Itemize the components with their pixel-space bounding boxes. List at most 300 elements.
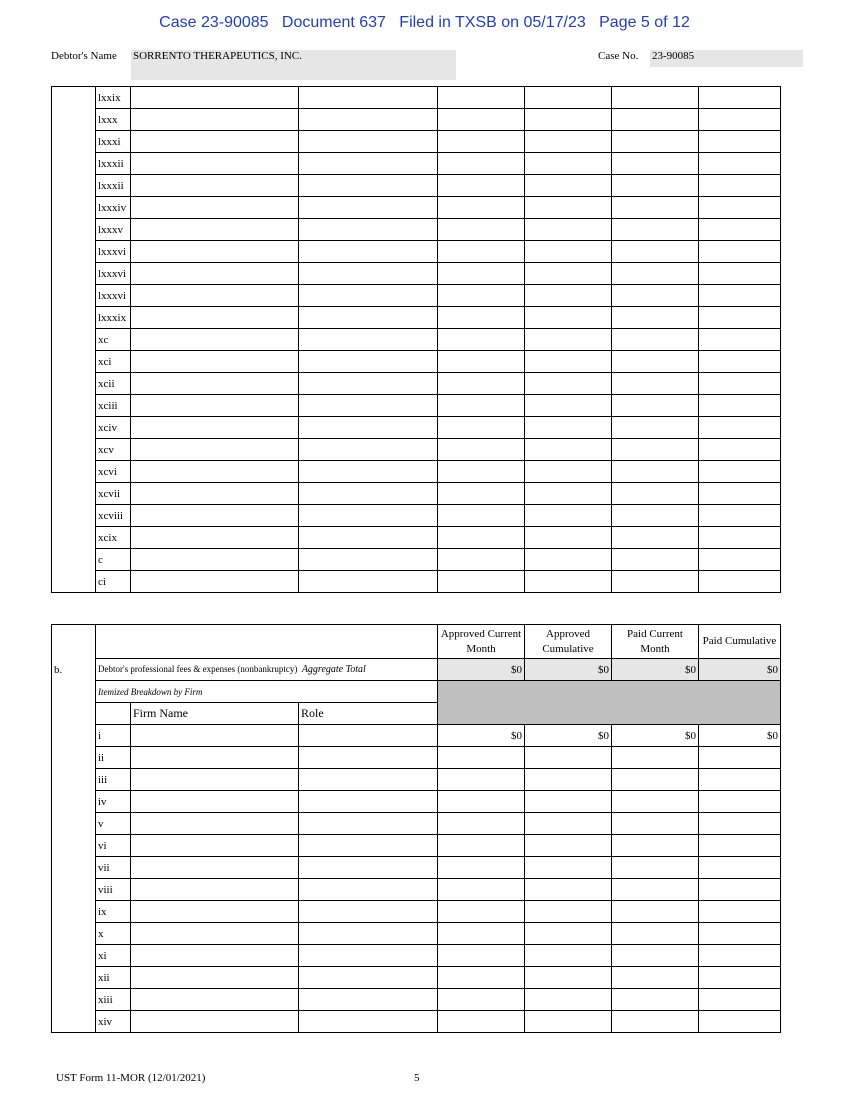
amount-cell — [438, 901, 525, 923]
amount-cell — [438, 945, 525, 967]
table-row — [52, 945, 781, 967]
edge-cell — [52, 307, 96, 329]
role-cell — [299, 329, 438, 351]
total-approved-cumulative: $0 — [525, 659, 612, 681]
amount-cell — [525, 769, 612, 791]
firm-name-cell — [131, 483, 299, 505]
shaded-block — [438, 681, 781, 725]
edge-cell — [52, 351, 96, 373]
amount-cell: $0 — [438, 725, 525, 747]
amount-cell — [612, 967, 699, 989]
table-row — [52, 153, 781, 175]
row-number: v — [96, 813, 131, 835]
table-row — [52, 197, 781, 219]
row-number: lxxxv — [96, 219, 131, 241]
amount-cell — [699, 901, 781, 923]
role-cell — [299, 901, 438, 923]
row-number: lxxx — [96, 109, 131, 131]
amount-cell — [612, 769, 699, 791]
amount-cell — [438, 153, 525, 175]
amount-cell — [525, 175, 612, 197]
role-cell — [299, 1011, 438, 1033]
amount-cell — [438, 923, 525, 945]
total-approved-current-month: $0 — [438, 659, 525, 681]
amount-cell — [438, 197, 525, 219]
edge-cell — [52, 373, 96, 395]
row-number: iv — [96, 791, 131, 813]
amount-cell — [612, 131, 699, 153]
table-row — [52, 857, 781, 879]
row-number: lxxix — [96, 87, 131, 109]
row-number: ii — [96, 747, 131, 769]
amount-cell — [438, 571, 525, 593]
amount-cell — [438, 769, 525, 791]
nonbankruptcy-fees-table — [51, 624, 781, 1033]
row-number: xcix — [96, 527, 131, 549]
amount-cell — [525, 395, 612, 417]
table-row — [52, 307, 781, 329]
aggregate-total-label: Debtor's professional fees & expenses (nonbankruptcy) Aggregate Total — [96, 659, 438, 681]
role-cell — [299, 263, 438, 285]
firm-name-cell — [131, 153, 299, 175]
edge-cell — [52, 1011, 96, 1033]
amount-cell: $0 — [525, 725, 612, 747]
col-header-paid-cumulative: Paid Cumulative — [699, 625, 781, 659]
edge-cell — [52, 923, 96, 945]
edge-cell — [52, 263, 96, 285]
firm-name-cell — [131, 945, 299, 967]
edge-cell — [52, 483, 96, 505]
edge-cell — [52, 329, 96, 351]
amount-cell — [525, 483, 612, 505]
amount-cell — [438, 417, 525, 439]
amount-cell — [612, 461, 699, 483]
amount-cell — [612, 153, 699, 175]
amount-cell — [612, 857, 699, 879]
row-number: xii — [96, 967, 131, 989]
firm-name-cell — [131, 307, 299, 329]
role-cell — [299, 461, 438, 483]
table-row — [52, 131, 781, 153]
firm-name-cell — [131, 791, 299, 813]
amount-cell — [438, 329, 525, 351]
amount-cell — [699, 153, 781, 175]
amount-cell — [525, 967, 612, 989]
amount-cell — [612, 417, 699, 439]
amount-cell — [438, 549, 525, 571]
table-row — [52, 395, 781, 417]
edge-cell — [52, 197, 96, 219]
row-number: vii — [96, 857, 131, 879]
amount-cell — [612, 329, 699, 351]
firm-name-cell — [131, 967, 299, 989]
amount-cell — [699, 373, 781, 395]
amount-cell — [612, 505, 699, 527]
amount-cell — [438, 373, 525, 395]
amount-cell — [699, 307, 781, 329]
amount-cell — [612, 197, 699, 219]
amount-cell — [525, 439, 612, 461]
row-number: xiv — [96, 1011, 131, 1033]
table-row — [52, 813, 781, 835]
amount-cell — [699, 417, 781, 439]
table-row — [52, 791, 781, 813]
amount-cell — [525, 945, 612, 967]
table-row — [52, 373, 781, 395]
amount-cell — [438, 835, 525, 857]
amount-cell — [525, 879, 612, 901]
amount-cell — [699, 747, 781, 769]
row-number: viii — [96, 879, 131, 901]
amount-cell — [699, 219, 781, 241]
role-cell — [299, 153, 438, 175]
edge-cell — [52, 153, 96, 175]
amount-cell — [438, 131, 525, 153]
row-number: xcvi — [96, 461, 131, 483]
role-cell — [299, 197, 438, 219]
role-cell — [299, 109, 438, 131]
edge-cell — [52, 747, 96, 769]
col-header-approved-cumulative: Approved Cumulative — [525, 625, 612, 659]
header-blank-cell — [96, 625, 438, 659]
amount-cell — [438, 989, 525, 1011]
firm-name-cell — [131, 439, 299, 461]
firm-name-cell — [131, 857, 299, 879]
amount-cell — [438, 527, 525, 549]
role-cell — [299, 989, 438, 1011]
row-number: xcvii — [96, 483, 131, 505]
amount-cell — [525, 263, 612, 285]
amount-cell — [525, 857, 612, 879]
amount-cell — [699, 879, 781, 901]
row-number: lxxxii — [96, 175, 131, 197]
table-row — [52, 417, 781, 439]
row-number: vi — [96, 835, 131, 857]
firm-name-cell — [131, 461, 299, 483]
table-row — [52, 967, 781, 989]
edge-cell — [52, 87, 96, 109]
edge-cell — [52, 571, 96, 593]
amount-cell — [612, 175, 699, 197]
row-number: lxxxvi — [96, 241, 131, 263]
firm-name-cell — [131, 813, 299, 835]
section-letter: b. — [52, 659, 96, 681]
firm-name-cell — [131, 769, 299, 791]
edge-cell — [52, 549, 96, 571]
table-row — [52, 439, 781, 461]
table-row — [52, 483, 781, 505]
amount-cell — [699, 175, 781, 197]
role-cell — [299, 417, 438, 439]
row-number: ci — [96, 571, 131, 593]
firm-name-cell — [131, 879, 299, 901]
row-number: x — [96, 923, 131, 945]
amount-cell — [612, 791, 699, 813]
amount-cell — [612, 813, 699, 835]
firm-name-cell — [131, 989, 299, 1011]
amount-cell — [438, 219, 525, 241]
amount-cell — [525, 87, 612, 109]
amount-cell — [438, 1011, 525, 1033]
role-cell — [299, 395, 438, 417]
amount-cell — [438, 857, 525, 879]
row-number: lxxxix — [96, 307, 131, 329]
amount-cell — [612, 307, 699, 329]
role-cell — [299, 285, 438, 307]
amount-cell — [699, 769, 781, 791]
amount-cell — [699, 923, 781, 945]
professional-fees-table-continued — [51, 86, 781, 593]
amount-cell — [525, 109, 612, 131]
edge-cell — [52, 879, 96, 901]
amount-cell — [525, 989, 612, 1011]
firm-name-cell — [131, 263, 299, 285]
table-row — [52, 329, 781, 351]
amount-cell — [612, 571, 699, 593]
amount-cell — [438, 109, 525, 131]
row-number: xcviii — [96, 505, 131, 527]
amount-cell — [438, 285, 525, 307]
row-number: xiii — [96, 989, 131, 1011]
amount-cell: $0 — [612, 725, 699, 747]
firm-name-cell — [131, 571, 299, 593]
amount-cell — [699, 813, 781, 835]
row-number: c — [96, 549, 131, 571]
col-header-paid-current-month: Paid Current Month — [612, 625, 699, 659]
role-cell — [299, 769, 438, 791]
role-cell — [299, 879, 438, 901]
amount-cell — [612, 439, 699, 461]
amount-cell — [438, 241, 525, 263]
table-row — [52, 989, 781, 1011]
amount-cell — [612, 923, 699, 945]
page-number: 5 — [414, 1072, 420, 1084]
amount-cell — [699, 241, 781, 263]
edge-cell — [52, 175, 96, 197]
edge-cell — [52, 725, 96, 747]
total-paid-cumulative: $0 — [699, 659, 781, 681]
firm-name-cell — [131, 131, 299, 153]
firm-name-cell — [131, 527, 299, 549]
amount-cell — [525, 219, 612, 241]
amount-cell — [699, 395, 781, 417]
role-cell — [299, 373, 438, 395]
amount-cell — [612, 747, 699, 769]
table-row — [52, 769, 781, 791]
amount-cell — [612, 945, 699, 967]
amount-cell — [699, 527, 781, 549]
amount-cell — [699, 109, 781, 131]
amount-cell — [525, 1011, 612, 1033]
amount-cell — [525, 505, 612, 527]
amount-cell — [699, 285, 781, 307]
amount-cell — [525, 791, 612, 813]
firm-name-cell — [131, 109, 299, 131]
amount-cell — [525, 527, 612, 549]
amount-cell — [699, 571, 781, 593]
amount-cell — [525, 351, 612, 373]
firm-name-cell — [131, 835, 299, 857]
amount-cell — [612, 87, 699, 109]
row-number: lxxxi — [96, 131, 131, 153]
col-header-approved-current-month: Approved Current Month — [438, 625, 525, 659]
amount-cell — [699, 351, 781, 373]
role-cell — [299, 505, 438, 527]
edge-cell — [52, 945, 96, 967]
firm-name-cell — [131, 373, 299, 395]
amount-cell — [525, 197, 612, 219]
edge-cell — [52, 703, 96, 725]
role-cell — [299, 967, 438, 989]
amount-cell — [699, 857, 781, 879]
table-row — [52, 747, 781, 769]
role-cell — [299, 439, 438, 461]
role-cell — [299, 945, 438, 967]
amount-cell — [612, 527, 699, 549]
table-row — [52, 901, 781, 923]
amount-cell — [612, 1011, 699, 1033]
row-number: xci — [96, 351, 131, 373]
amount-cell — [699, 461, 781, 483]
amount-cell — [612, 373, 699, 395]
amount-cell — [612, 285, 699, 307]
edge-cell — [52, 681, 96, 703]
edge-cell — [52, 285, 96, 307]
role-cell — [299, 747, 438, 769]
table-row — [52, 241, 781, 263]
table-row — [52, 1011, 781, 1033]
amount-cell — [699, 483, 781, 505]
row-number: lxxxii — [96, 153, 131, 175]
role-cell — [299, 241, 438, 263]
table-row — [52, 527, 781, 549]
table-row — [52, 87, 781, 109]
amount-cell — [699, 197, 781, 219]
amount-cell — [699, 505, 781, 527]
role-cell — [299, 351, 438, 373]
role-cell — [299, 725, 438, 747]
firm-name-cell — [131, 175, 299, 197]
amount-cell — [438, 747, 525, 769]
firm-name-cell — [131, 747, 299, 769]
blank-cell — [96, 703, 131, 725]
edge-cell — [52, 791, 96, 813]
amount-cell — [612, 395, 699, 417]
table-row — [52, 725, 781, 747]
firm-name-cell — [131, 197, 299, 219]
amount-cell — [612, 219, 699, 241]
role-cell — [299, 87, 438, 109]
role-cell — [299, 813, 438, 835]
firm-name-cell — [131, 417, 299, 439]
edge-cell — [52, 527, 96, 549]
case-no-label: Case No. — [598, 50, 639, 62]
row-number: xi — [96, 945, 131, 967]
table-row — [52, 285, 781, 307]
section-letter-spacer — [52, 625, 96, 659]
amount-cell — [525, 329, 612, 351]
amount-cell — [525, 373, 612, 395]
debtor-name-label: Debtor's Name — [51, 50, 117, 62]
table-row — [52, 879, 781, 901]
total-paid-current-month: $0 — [612, 659, 699, 681]
edge-cell — [52, 857, 96, 879]
table-row — [52, 505, 781, 527]
edge-cell — [52, 505, 96, 527]
table-row — [52, 219, 781, 241]
amount-cell — [699, 945, 781, 967]
amount-cell — [525, 747, 612, 769]
role-cell — [299, 923, 438, 945]
amount-cell — [525, 241, 612, 263]
table-row — [52, 461, 781, 483]
firm-name-cell — [131, 351, 299, 373]
amount-cell — [612, 879, 699, 901]
amount-cell — [612, 109, 699, 131]
amount-cell — [438, 439, 525, 461]
firm-name-cell — [131, 87, 299, 109]
amount-cell — [525, 835, 612, 857]
amount-cell — [612, 263, 699, 285]
firm-name-cell — [131, 901, 299, 923]
amount-cell — [525, 153, 612, 175]
role-cell — [299, 835, 438, 857]
edge-cell — [52, 131, 96, 153]
amount-cell — [699, 263, 781, 285]
firm-name-cell — [131, 285, 299, 307]
form-id: UST Form 11-MOR (12/01/2021) — [56, 1072, 206, 1084]
amount-cell — [525, 571, 612, 593]
amount-cell — [699, 835, 781, 857]
row-number: xcv — [96, 439, 131, 461]
amount-cell — [525, 461, 612, 483]
firm-name-cell — [131, 219, 299, 241]
amount-cell — [438, 967, 525, 989]
amount-cell — [438, 461, 525, 483]
edge-cell — [52, 835, 96, 857]
firm-name-cell — [131, 923, 299, 945]
row-number: iii — [96, 769, 131, 791]
edge-cell — [52, 461, 96, 483]
amount-cell — [699, 329, 781, 351]
role-cell — [299, 131, 438, 153]
role-cell — [299, 219, 438, 241]
amount-cell — [699, 439, 781, 461]
edge-cell — [52, 967, 96, 989]
amount-cell — [612, 483, 699, 505]
amount-cell — [525, 813, 612, 835]
amount-cell — [438, 879, 525, 901]
edge-cell — [52, 769, 96, 791]
role-cell — [299, 571, 438, 593]
edge-cell — [52, 989, 96, 1011]
table-row — [52, 571, 781, 593]
amount-cell — [612, 351, 699, 373]
edge-cell — [52, 901, 96, 923]
amount-cell — [525, 923, 612, 945]
role-cell — [299, 527, 438, 549]
row-number: i — [96, 725, 131, 747]
amount-cell — [699, 87, 781, 109]
amount-cell — [699, 791, 781, 813]
amount-cell — [525, 901, 612, 923]
role-cell — [299, 175, 438, 197]
row-number: xciv — [96, 417, 131, 439]
edge-cell — [52, 241, 96, 263]
amount-cell — [438, 505, 525, 527]
debtor-name-field: SORRENTO THERAPEUTICS, INC. — [131, 50, 456, 80]
table-row — [52, 549, 781, 571]
